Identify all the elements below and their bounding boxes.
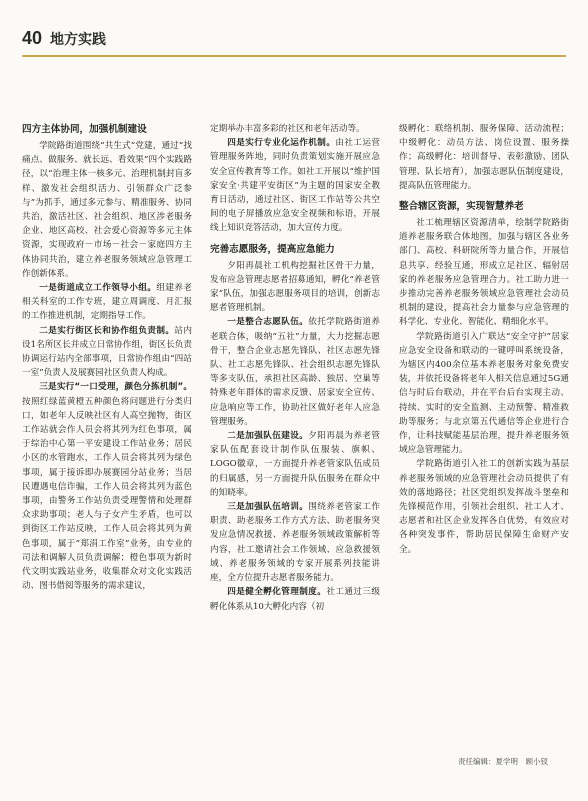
paragraph: [22, 281, 192, 324]
heading-collaboration: 四方主体协同，加强机制建设: [22, 124, 147, 135]
paragraph: [210, 315, 380, 429]
paragraph-lead: 一是街道成立工作领导小组。: [39, 283, 157, 294]
page-number: 40: [22, 28, 43, 48]
editor-credit: 责任编辑：夏学明 顾小钗: [458, 757, 548, 766]
paragraph-lead: 一是整合志愿队伍。: [227, 317, 309, 328]
heading-volunteer: 完善志愿服务，提高应急能力: [210, 243, 335, 255]
paragraph-body: 社工通过三级孵化体系从10大孵化内容（初: [210, 587, 380, 612]
page-header: [22, 28, 106, 49]
paragraph: 定期举办丰富多彩的社区和老年活动等。: [210, 124, 365, 134]
heading-smart-elderly-care: 整合辖区资源，实现智慧养老: [399, 201, 524, 213]
paragraph: 学院路街道引入广联达“安全守护”居家应急安全设备和联动的一键呼叫系统设备，为辖区内400余位基本养老服务对象免费安装，并依托设备将老年人相关信息通过5G通信与时后台联动，并在平台后台实现主动、持续、实时的安全监测、主动预警、精准救助等服务；与北京第五代通信等企业进行合作，让科技赋能基层治理，提升养老服务领域应急管理能力。: [399, 331, 569, 456]
column-2: [210, 122, 380, 614]
paragraph-lead: 二是加强队伍建设。: [227, 431, 309, 442]
paragraph-body: 围绕养老管家工作职责、助老服务工作方式方法、助老服务突发应急情况救援、养老服务领域政策解析等内容，社工邀请社会工作领域、应急救援领域、养老服务领域的专家开展系列技能讲座，全方位提升志愿者服务能力。: [210, 502, 380, 584]
paragraph: 夕阳再晨社工机构挖掘社区骨干力量，发布应急管理志愿者招募通知，孵化“养老管家”队伍，加强志愿服务项目的培训，创新志愿者管理机制。: [210, 260, 380, 314]
section-title: 地方实践: [50, 32, 107, 48]
paragraph: 学院路街道引入社工的创新实践为基层养老服务领域的应急管理社会动员提供了有效的落地路径；社区党组织发挥战斗堡垒和先锋模范作用，引领社会组织、社工人才、志愿者和社区企业发挥各自优势，有效应对各种突发事件，帮助居民保障生命财产安全。: [399, 459, 569, 555]
paragraph-lead: 二是实行街区长和协作组负责制。: [39, 325, 175, 336]
column-1: [22, 122, 192, 594]
paragraph-lead: 三是实行“一口受理，颜色分拣机制”。: [39, 382, 192, 393]
paragraph: 社工梳理辖区资源清单，绘制学院路街道养老服务联合体地图，加强与辖区各业务部门、高校、科研院所等力量合作，开展信息共享、经验互通，形成立足社区、辐射居家的养老服务应急管理合力。社工助力进一步推动完善养老服务领域应急管理社会动员机制的建设，提高社会力量参与应急管理的科学化、专业化、智能化、精细化水平。: [399, 218, 569, 328]
paragraph: [210, 429, 380, 500]
paragraph-body: 夕阳再晨为养老管家队伍配套设计制作队伍服装、旗帜、LOGO徽章，一方面提升养老管家队伍成员的归属感，另一方面提升队伍服务在群众中的知晓率。: [210, 431, 380, 498]
paragraph: [210, 585, 380, 613]
paragraph-lead: 四是健全孵化管理制度。: [227, 587, 327, 598]
paragraph: [210, 136, 380, 235]
paragraph: [210, 500, 380, 585]
header-rule: [22, 55, 566, 57]
paragraph: 级孵化：联络机制、服务保障、活动流程；中级孵化：动员方法、岗位设置、服务操作；高级孵化：培训督导、表彰激励、团队管理、队长培育），加强志愿队伍制度建设，提高队伍管理能力。: [399, 124, 569, 191]
paragraph-body: 组建养老相关科室的工作专班，建立周调度、月汇报的工作推进机制，定期指导工作。: [22, 283, 192, 322]
column-3: [399, 122, 569, 557]
paragraph: [22, 380, 192, 593]
paragraph-body: 按照红绿蓝黄橙五种颜色将问题进行分类归口，如老年人反映社区有人高空抛物，街区工作站就会作人员会将其列为红色事项，属于综治中心第一平安建设工作站业务；居民小区的水管跑水，工作人员会将其列为绿色事项，属于接诉即办展赛园分站业务；当居民遭遇电信诈骗，工作人员会将其列为蓝色事项，由警务工作站负责受理警情和处理群众求助事项；老人与子女产生矛盾，也可以到街区工作站反映，工作人员会将其列为黄色事项，属于“郑涓工作室”业务，由专业的司法和调解人员负责调解；橙色事项为新时代文明实践站业务，收集群众对文化实践活动、图书借阅等服务的需求建议，: [22, 396, 192, 592]
paragraph-body: 站内设1名所区长并成立日常协作组，街区长负责协调运行站内全部事项，日常协作组由“四站一室”负责人及展赛园社区负责人构成。: [22, 325, 192, 379]
paragraph: 学院路街道围绕“共生式”党建，通过“找痛点、做服务、就长远、看效果”四个实践路径，以“治理主体一核多元、治理机制封盲多样、激发社会组织活力、引领群众广泛参与”为抓手，通过多元参与、精准服务、协同共治，激活社区、社会组织、地区涉老服务企业、地区高校、社会爱心资源等多元主体资源，实现政府－市场－社会－家庭四方主体协同共治，建立养老服务领域应急管理工作创新体系。: [22, 141, 192, 279]
paragraph: [22, 324, 192, 381]
paragraph-body: 由社工运营管理服务阵地，同时负责策划实施开展应急安全宣传教育等工作。如社工开展以“维护国家安全·共建平安街区”为主题的国家安全教育日活动，通过社区、街区工作站等公共空间的电子屏播放应急安全视频和标语，开展线上知识竞答活动，加大宣传力度。: [210, 138, 380, 234]
paragraph-lead: 四是实行专业化运作机制。: [227, 138, 336, 149]
paragraph-body: 依托学院路街道养老联合体，吸纳“五社”力量，大力挖掘志愿骨干，整合企业志愿先锋队、社区志愿先锋队、社工志愿先锋队、社会组织志愿先锋队等多支队伍，承担社区高龄、独居、空巢等特殊老年群体的需求反馈、居家安全宣传、应急响应等工作，协助社区做好老年人应急管理服务。: [210, 317, 380, 427]
paragraph-lead: 三是加强队伍培训。: [227, 502, 309, 513]
